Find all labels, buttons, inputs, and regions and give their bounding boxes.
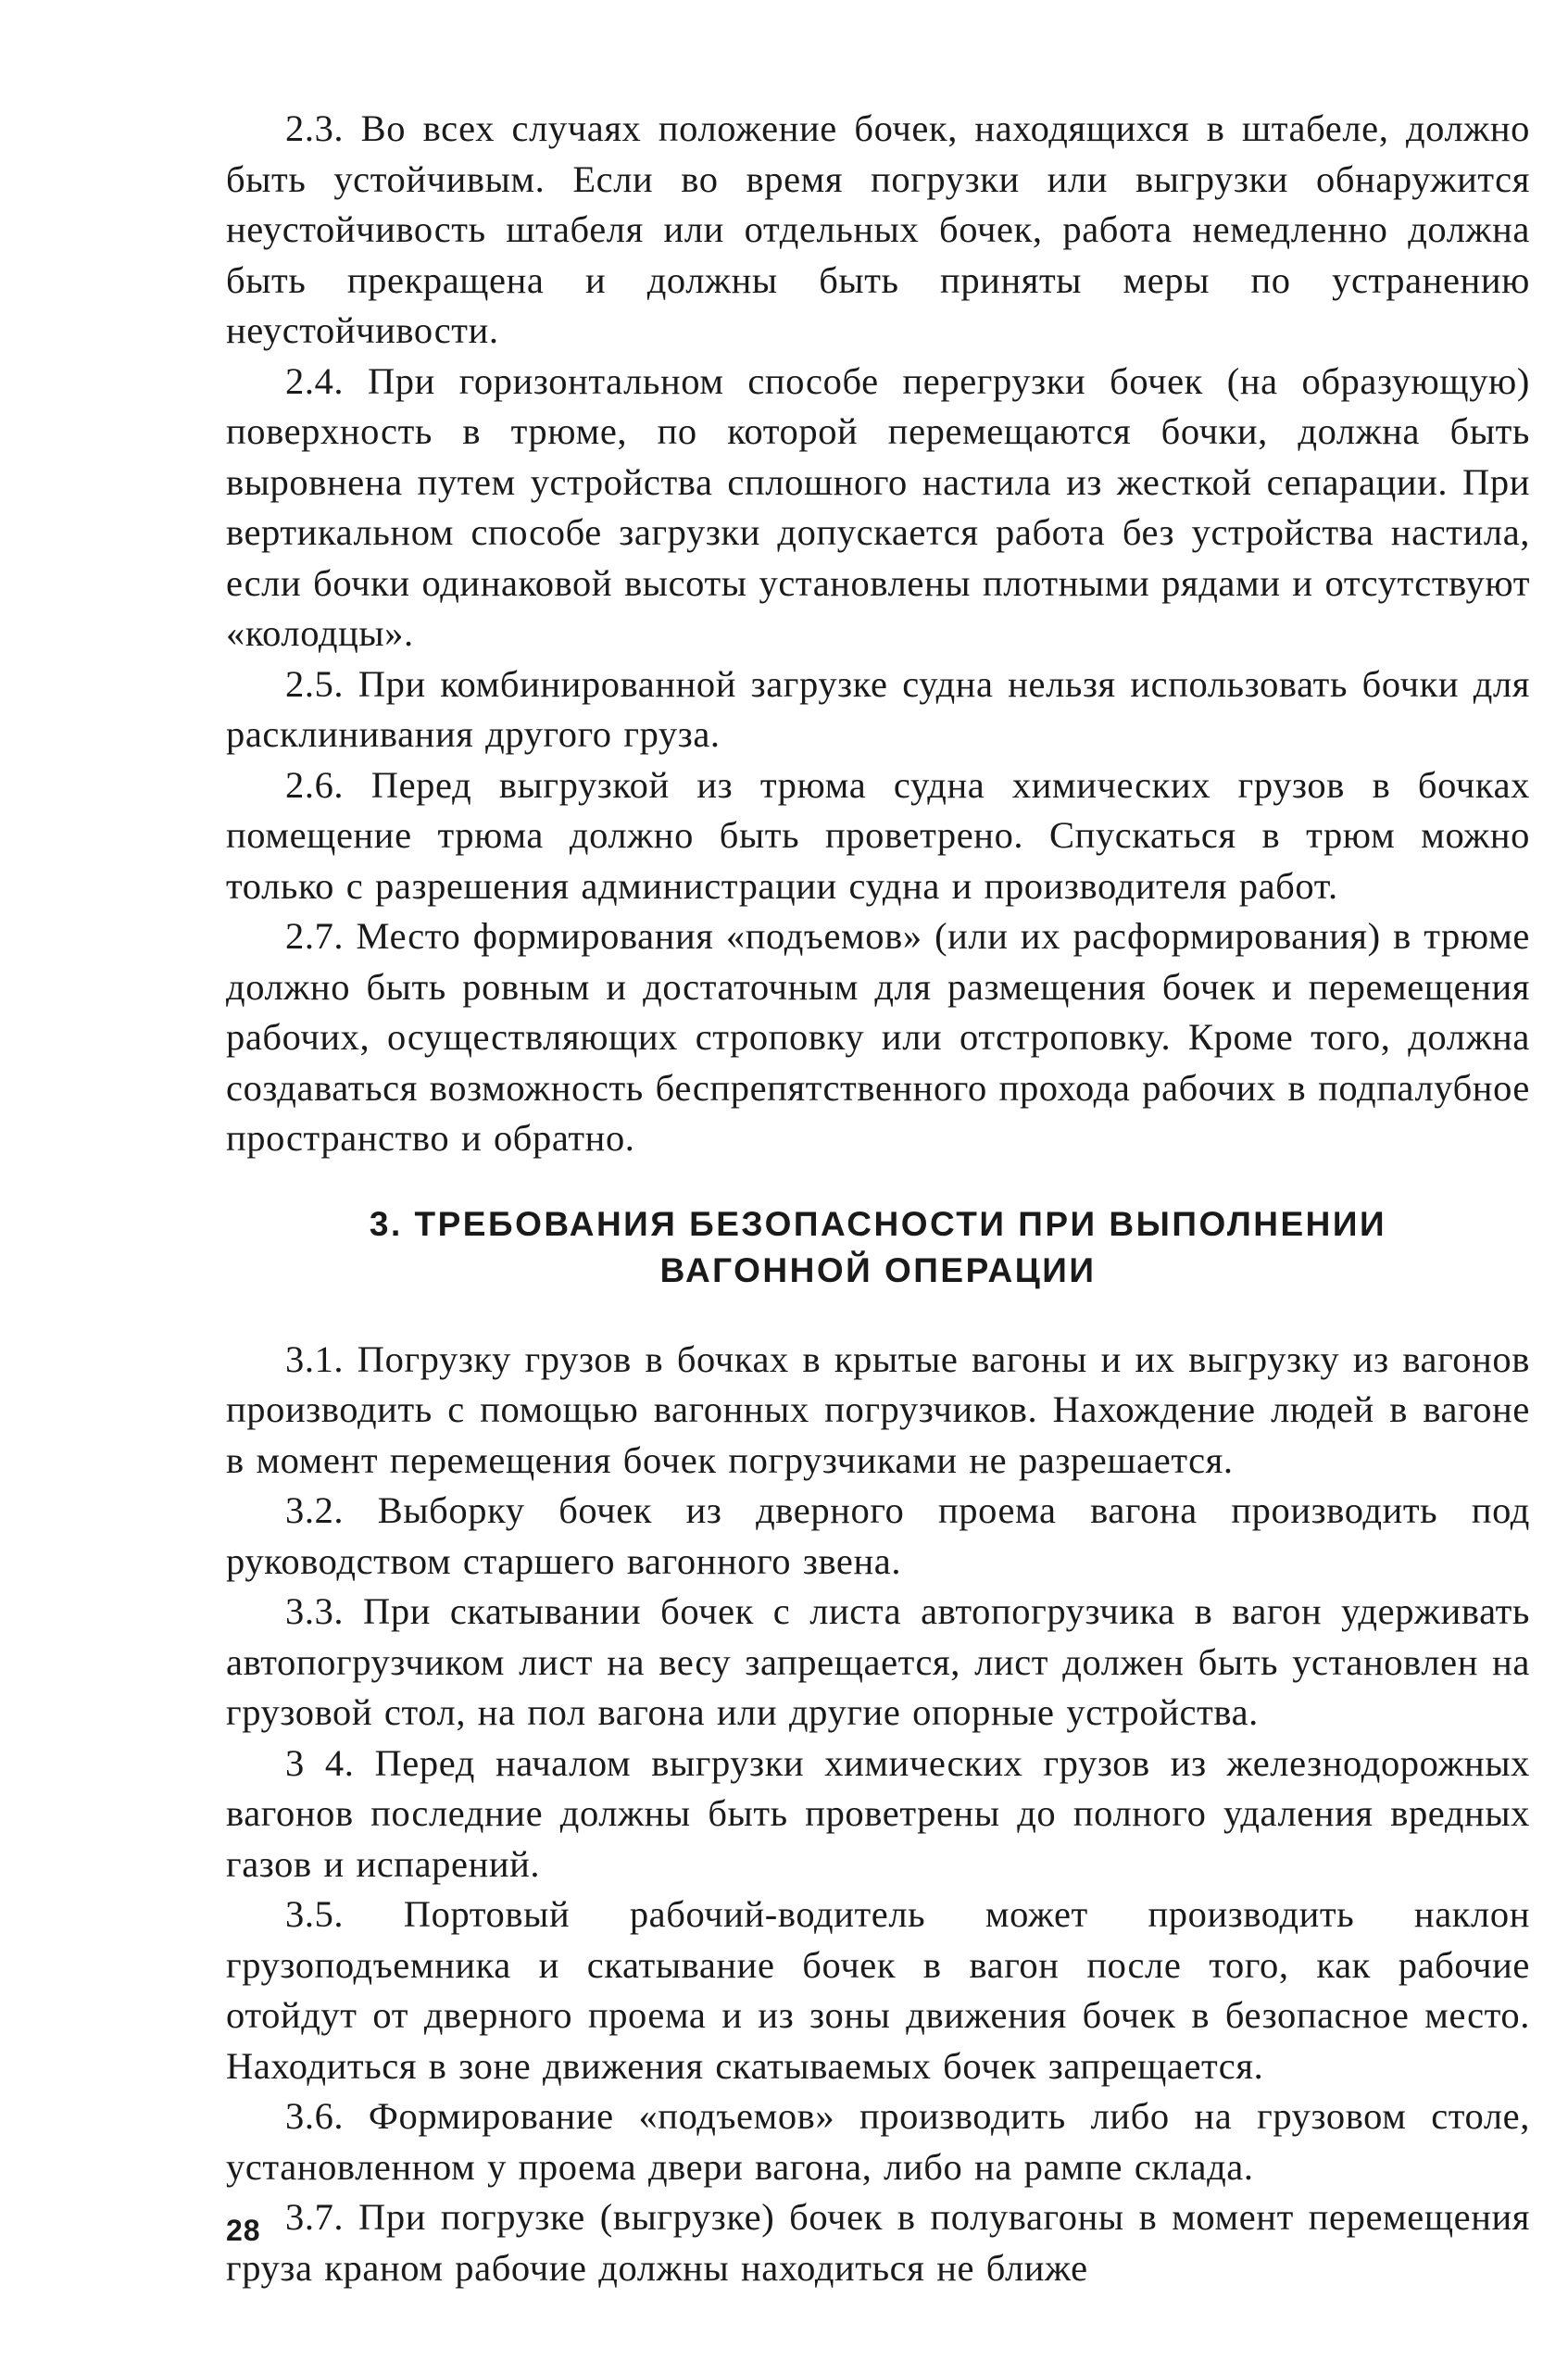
paragraph-3-5: 3.5. Портовый рабочий-водитель может производить наклон грузоподъемника и скатывание бочек в вагон после того, как рабочие отойдут от дверного проема и из зоны движения бочек в безопасное место. Находиться в зоне движения скатываемых бочек запрещается. xyxy=(226,1893,1530,2087)
paragraph-3-1: 3.1. Погрузку грузов в бочках в крытые вагоны и их выгрузку из вагонов производить с помощью вагонных погрузчиков. Нахождение людей в вагоне в момент перемещения бочек погрузчиками не разрешается. xyxy=(226,1337,1530,1481)
paragraph-2-7: 2.7. Место формирования «подъемов» (или их расформирования) в трюме должно быть ровным и достаточным для размещения бочек и перемещения рабочих, осуществляющих строповку или отстроповку. Кроме того, должна создаваться возможность беспрепятственного прохода рабочих в подпалубное пространство и обратно. xyxy=(226,915,1530,1159)
paragraph-3-4: 3 4. Перед началом выгрузки химических грузов из железнодорожных вагонов последние должны быть проветрены до полного удаления вредных газов и испарений. xyxy=(226,1741,1530,1885)
section-heading-line-1: 3. ТРЕБОВАНИЯ БЕЗОПАСНОСТИ ПРИ ВЫПОЛНЕНИИ xyxy=(369,1204,1387,1243)
paragraph-3-6: 3.6. Формирование «подъемов» производить либо на грузовом столе, установленном у проема двери вагона, либо на рампе склада. xyxy=(226,2095,1530,2188)
page-number: 28 xyxy=(226,2214,261,2247)
paragraph-2-5: 2.5. При комбинированной загрузке судна нельзя использовать бочки для расклинивания другого груза. xyxy=(226,662,1530,755)
paragraph-3-7: 3.7. При погрузке (выгрузке) бочек в полувагоны в момент перемещения груза краном рабочие должны находиться не ближе xyxy=(226,2196,1530,2289)
paragraph-3-3: 3.3. При скатывании бочек с листа автопогрузчика в вагон удерживать автопогрузчиком лист на весу запрещается, лист должен быть установлен на грузовой стол, на пол вагона или другие опорные устройства. xyxy=(226,1590,1530,1733)
paragraph-3-2: 3.2. Выборку бочек из дверного проема вагона производить под руководством старшего вагонного звена. xyxy=(226,1489,1530,1582)
section-heading xyxy=(226,1201,1530,1294)
page-body xyxy=(226,104,1530,2293)
paragraph-2-3: 2.3. Во всех случаях положение бочек, находящихся в штабеле, должно быть устойчивым. Если во время погрузки или выгрузки обнаружится неустойчивость штабеля или отдельных бочек, работа немедленно должна быть прекращена и должны быть приняты меры по устранению неустойчивости. xyxy=(226,107,1530,351)
paragraph-2-4: 2.4. При горизонтальном способе перегрузки бочек (на образующую) поверхность в трюме, по которой перемещаются бочки, должна быть выровнена путем устройства сплошного настила из жесткой сепарации. При вертикальном способе загрузки допускается работа без устройства настила, если бочки одинаковой высоты установлены плотными рядами и отсутствуют «колодцы». xyxy=(226,359,1530,654)
section-heading-line-2: ВАГОННОЙ ОПЕРАЦИИ xyxy=(659,1250,1097,1289)
paragraph-2-6: 2.6. Перед выгрузкой из трюма судна химических грузов в бочках помещение трюма должно быть проветрено. Спускаться в трюм можно только с разрешения администрации судна и производителя работ. xyxy=(226,763,1530,907)
